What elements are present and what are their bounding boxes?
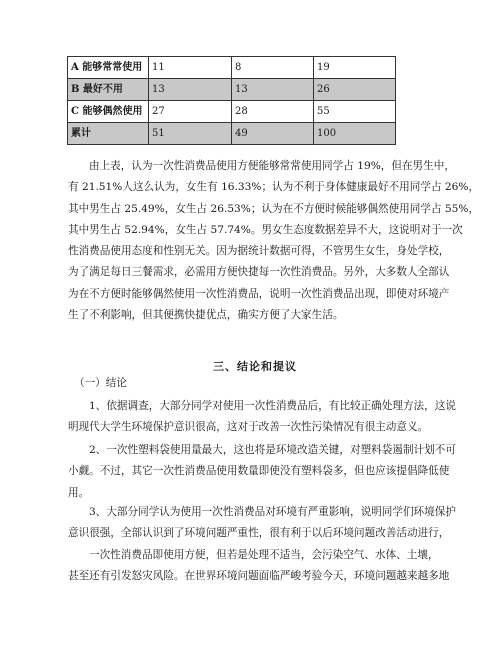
subsection-heading: （一）结论 xyxy=(74,377,127,389)
table-body xyxy=(68,57,396,145)
text-line: 用。 xyxy=(68,486,90,499)
text-line: 1、依据调查，大部分同学对使用一次性消费品后，有比较正确处理方法，这说 xyxy=(89,400,456,412)
text-line: 小觑。不过，其它一次性消费品使用数量即使没有塑料袋多，但也应该提倡降低使 xyxy=(68,465,450,478)
row-label: C 能够偶然使用 xyxy=(68,101,149,123)
male-count: 27 xyxy=(149,101,232,123)
text-line: 甚至还有引发怒灾风险。在世界环境问题面临严峻考验今天，环境问题越来越多地 xyxy=(68,570,450,583)
table-row xyxy=(68,79,396,101)
table-row xyxy=(68,123,396,145)
text-line: 明现代大学生环境保护意识很高，这对于改善一次性污染情况有很主动意义。 xyxy=(68,421,429,434)
total-count: 55 xyxy=(314,101,396,123)
text-line: 其中男生占 25.49%，女生占 26.53%；认为在不方便时候能够偶然使用同学占 55%， xyxy=(68,202,480,215)
text-line: 为在不方便时能够偶然使用一次性消费品，说明一次性消费品出现，即使对环境产 xyxy=(68,287,450,300)
section-heading: 三、结论和提议 xyxy=(213,360,297,373)
text-line: 生了不利影响，但其便携快捷优点，确实方便了大家生活。 xyxy=(68,309,344,322)
row-label: 累计 xyxy=(68,123,149,145)
conclusion-2 xyxy=(68,440,456,504)
table-row xyxy=(68,101,396,123)
text-line: 有 21.51%人这么认为，女生有 16.33%；认为不利于身体健康最好不用同学占 26%， xyxy=(68,181,480,194)
conclusion-3 xyxy=(68,502,456,545)
row-label: A 能够常常使用 xyxy=(68,57,149,79)
text-line: 3、大部分同学认为使用一次性消费品对环境有严重影响，说明同学们环境保护 xyxy=(89,506,456,518)
table-row xyxy=(68,57,396,79)
female-count: 13 xyxy=(232,79,314,101)
total-count: 19 xyxy=(314,57,396,79)
text-line: 意识很强，全部认识到了环境问题严重性，很有利于以后环境问题改善活动进行， xyxy=(68,527,450,540)
female-count: 28 xyxy=(232,101,314,123)
survey-results-table xyxy=(67,56,396,145)
text-line: 一次性消费品即使用方便，但若是处理不适当，会污染空气、水体、土壤， xyxy=(89,549,439,561)
male-count: 13 xyxy=(149,79,232,101)
text-line: 为了满足每日三餐需求，必需用方便快捷每一次性消费品。另外，大多数人全部认 xyxy=(68,266,450,279)
conclusion-1 xyxy=(68,396,456,439)
female-count: 8 xyxy=(232,57,314,79)
male-count: 51 xyxy=(149,123,232,145)
total-count: 26 xyxy=(314,79,396,101)
text-line: 由上表，认为一次性消费品使用方便能够常常使用同学占 19%，但在男生中， xyxy=(89,160,455,172)
analysis-paragraph xyxy=(68,156,480,326)
text-line: 其中男生占 52.94%，女生占 57.74%。男女生态度数据差异不大，这说明对于一次 xyxy=(68,223,463,236)
text-line: 性消费品使用态度和性别无关。因为据统计数据可得，不管男生女生，身处学校， xyxy=(68,245,450,258)
row-label: B 最好不用 xyxy=(68,79,149,101)
female-count: 49 xyxy=(232,123,314,145)
conclusion-4 xyxy=(68,545,450,588)
male-count: 11 xyxy=(149,57,232,79)
total-count: 100 xyxy=(314,123,396,145)
text-line: 2、一次性塑料袋使用量最大，这也将是环境改造关键，对塑料袋遏制计划不可 xyxy=(89,444,456,456)
